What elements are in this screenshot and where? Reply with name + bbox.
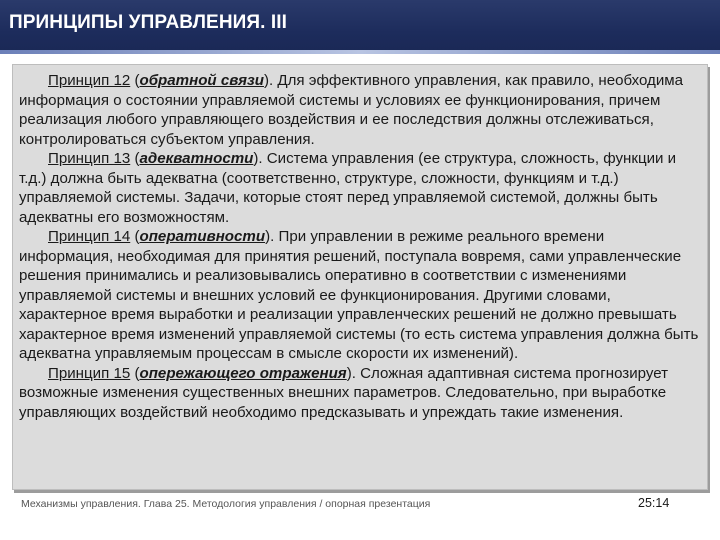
principle-name: опережающего отражения [139,364,347,382]
principle-text: Система управления (ее структура, сложность, функции и т.д.) должна быть адекватна (соответственно, структуре, сложности, функциям и т.д.) управляемой системы. Задачи, которые стоят перед управляемой системой, должны быть адекватны его возможностям. [19,150,677,226]
principle-name: обратной связи [139,72,264,89]
slide-footer: Механизмы управления. Глава 25. Методология управления / опорная презентация [21,498,431,510]
slide-title: ПРИНЦИПЫ УПРАВЛЕНИЯ. III [9,12,288,33]
principle-13: Принцип 13 (адекватности). Система управления (ее структура, сложность, функции и т.д.) должна быть адекватна (соответственно, структуре, сложности, функциям и т.д.) управляемой системы. Задачи, которые стоят перед управляемой системой, должны быть адекватны его возможностям. [19,150,677,226]
title-bar [0,0,720,54]
page-number: 25:14 [638,496,670,510]
principle-label: Принцип 13 [48,150,131,167]
principle-12: Принцип 12 (обратной связи). Для эффективного управления, как правило, необходима информация о состоянии управляемой системы и условиях ее функционирования, причем реализация любого управляющего воздействия и ее последствия должны отслеживаться, контролироваться субъектом управления. [19,72,684,148]
principles-body [19,71,699,422]
principle-label: Принцип 12 [48,72,131,89]
principle-name: адекватности [139,150,254,167]
principle-15: Принцип 15 (опережающего отражения). Сложная адаптивная система прогнозирует возможные изменения существенных внешних параметров. Следовательно, при выработке управляющих воздействий необходимо предсказывать и упреждать такие изменения. [19,364,669,421]
principle-label: Принцип 15 [48,364,131,382]
principle-text: Для эффективного управления, как правило, необходима информация о состоянии управляемой системы и условиях ее функционирования, причем реализация любого управляющего воздействия и ее последствия должны отслеживаться, контролироваться субъектом управления. [19,72,684,148]
principle-text: Сложная адаптивная система прогнозирует возможные изменения существенных внешних параметров. Следовательно, при выработке управляющих воздействий необходимо предсказывать и упреждать такие изменения. [19,364,669,421]
title-bar-divider [0,50,720,54]
principle-name: оперативности [139,228,266,245]
principle-label: Принцип 14 [48,228,131,245]
principle-text: При управлении в режиме реального времени информация, необходимая для принятия решений, поступала вовремя, сами управленческие решения принимались и реализовывались оперативно в соответствии с изменениями управляемой системы и внешних условий ее функционирования. Другими словами, характерное время выработки и реализации управленческих решений не должно превышать характерное время изменений управляемой системы (то есть система управления должна быть адекватна управляемым процессам в смысле скорости их изменений). [19,228,699,362]
principle-14: Принцип 14 (оперативности). При управлении в режиме реального времени информация, необходимая для принятия решений, поступала вовремя, сами управленческие решения принимались и реализовывались оперативно в соответствии с изменениями управляемой системы и внешних условий ее функционирования. Другими словами, характерное время выработки и реализации управленческих решений не должно превышать характерное время изменений управляемой системы (то есть система управления должна быть адекватна управляемым процессам в смысле скорости их изменений). [19,228,699,362]
